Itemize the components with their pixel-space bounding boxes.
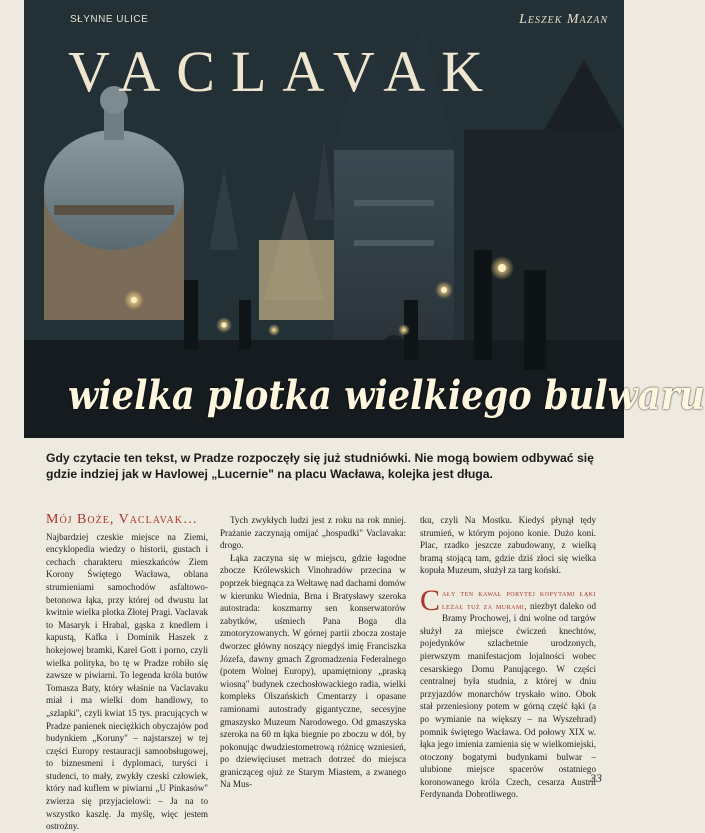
column-1-text: Najbardziej czeskie miejsce na Ziemi, encyklopedia wiedzy o historii, gustach i cechach charakteru mieszkańców Ziem Korony Świętego Wacława, oblana strumieniami samochodów asfaltowo-betonowa łąka, przy której od dwustu lat kwitnie wielka plotka Złotej Pragi. Vaclavak to Masaryk i Hrabal, gąska z knedlem i kapustą, Kafka i Dominik Haszek z hokejowej bramki, Karel Gott i porno, czyli wielka polityka, bo tę w Pradze robiło się zawsze w piwiarni. To legenda króla butów Tomasza Baty, który właśnie na Vaclavaku miał i ma wielki dom handlowy, to „szlapki", czyli kwiat 15 tys. pracujących w Pradze panienek nieciężkich obyczajów pod budynkiem „Koruny" – najstarszej w tej części Europy restauracji samoobsługowej, to biznesmeni i dyplomaci, turyści i studenci, to mały, zwykły czeski człowiek, który nad kuflem w piwiarni „U Pinkasów" zwierza się przyjacielowi: – Ja na to wszystko kaszlę. Ja myślę, więc jestem ostrożny. (46, 531, 208, 832)
column-3-paragraph-2 (420, 583, 596, 801)
page-number: 33 (590, 771, 602, 785)
author-name: Leszek Mazan (519, 12, 608, 27)
hero-photo (24, 0, 705, 438)
column-3 (420, 514, 596, 801)
drop-cap: C (420, 583, 441, 617)
column-2-paragraph-2: Łąka zaczyna się w miejscu, gdzie łagodne zbocze Królewskich Vinohradów przecina w poprzek biegnąca za Wełtawę nad dachami domów w kierunku Wiednia, Brna i Bratysławy szeroka autostrada: koszmarny sen konserwatorów zabytków, uśmiech Pana Boga dla zmotoryzowanych. W górnej partii zbocza zostaje dworzec główny noszący niegdyś imię Franciszka Józefa, dawny gmach Zgromadzenia Federalnego (potem Wolnej Europy), upamiętniony „praską wiosną" budynek czechosłowackiego radia, wielki kompleks Olszańskich Cmentarzy i opasane ramionami autostrady gigantyczne, secesyjne gmaszysko Muzeum Narodowego. Od gmaszyska szeroka na 60 m łąka biegnie po zboczu w dół, by pokonując dwudziestometrową różnicę wzniesień, po dziewięciuset metrach dotrzeć do miejsca granicząceg ojuż ze Starym Miastem, a zwanego Na Mus- (220, 552, 406, 790)
column-1 (46, 514, 208, 833)
small-caps-lead: ały ten kawał porytej kopytami łąki leżał tuż za murami, (442, 587, 596, 611)
column-2-paragraph-1: Tych zwykłych ludzi jest z roku na rok mniej. Prażanie zaczynają omijać „hospudki" Vaclavaka: drogo. (220, 515, 406, 551)
column-2 (220, 514, 406, 791)
section-label: SŁYNNE ULICE (70, 14, 149, 25)
column-3-paragraph-1: tku, czyli Na Mostku. Kiedyś płynął tędy strumień, w którym pojono konie. Dużo koni. Plac, rzadko jeszcze zabudowany, z wielką bramą stojącą tam, gdzie dziś złoci się wielka kopuła Muzeum, służył za targ koński. (420, 515, 596, 576)
article-title: VACLAVAK (68, 39, 499, 104)
lead-paragraph: Gdy czytacie ten tekst, w Pradze rozpoczęły się już studniówki. Nie mogą bowiem odbywać się gdzie indziej jak w Havlowej „Lucernie" na placu Wacława, kolejka jest długa. (46, 451, 594, 481)
section-heading: Mój Boże, Vaclavak… (46, 512, 199, 527)
article-subtitle: wielka plotka wielkiego bulwaru (68, 372, 705, 419)
column-3-body: niezbyt daleko od Bramy Prochowej, i dni wolne od targów służył za miejsce ćwiczeń knechtów, pojedynków szlachetnie urodzonych, pierwszym manifestacjom lojalności wobec cesarskiego Domu Panującego. W części centralnej była studnia, z której w dniu przyjazdów monarchów tryskało wino. Obok stał przeniesiony potem w górną część łąki (a po wymianie na większy – na Wyszehrad) pomnik świętego Wacława. Od połowy XIX w. łąka jego imienia zamienia się w wielkomiejski, otoczony bogatymi budynkami bulwar – ulubione miejsce spacerów ostatniego koronowanego króla Czech, cesarza Austrii Ferdynanda Dobrotliwego. (420, 600, 596, 800)
